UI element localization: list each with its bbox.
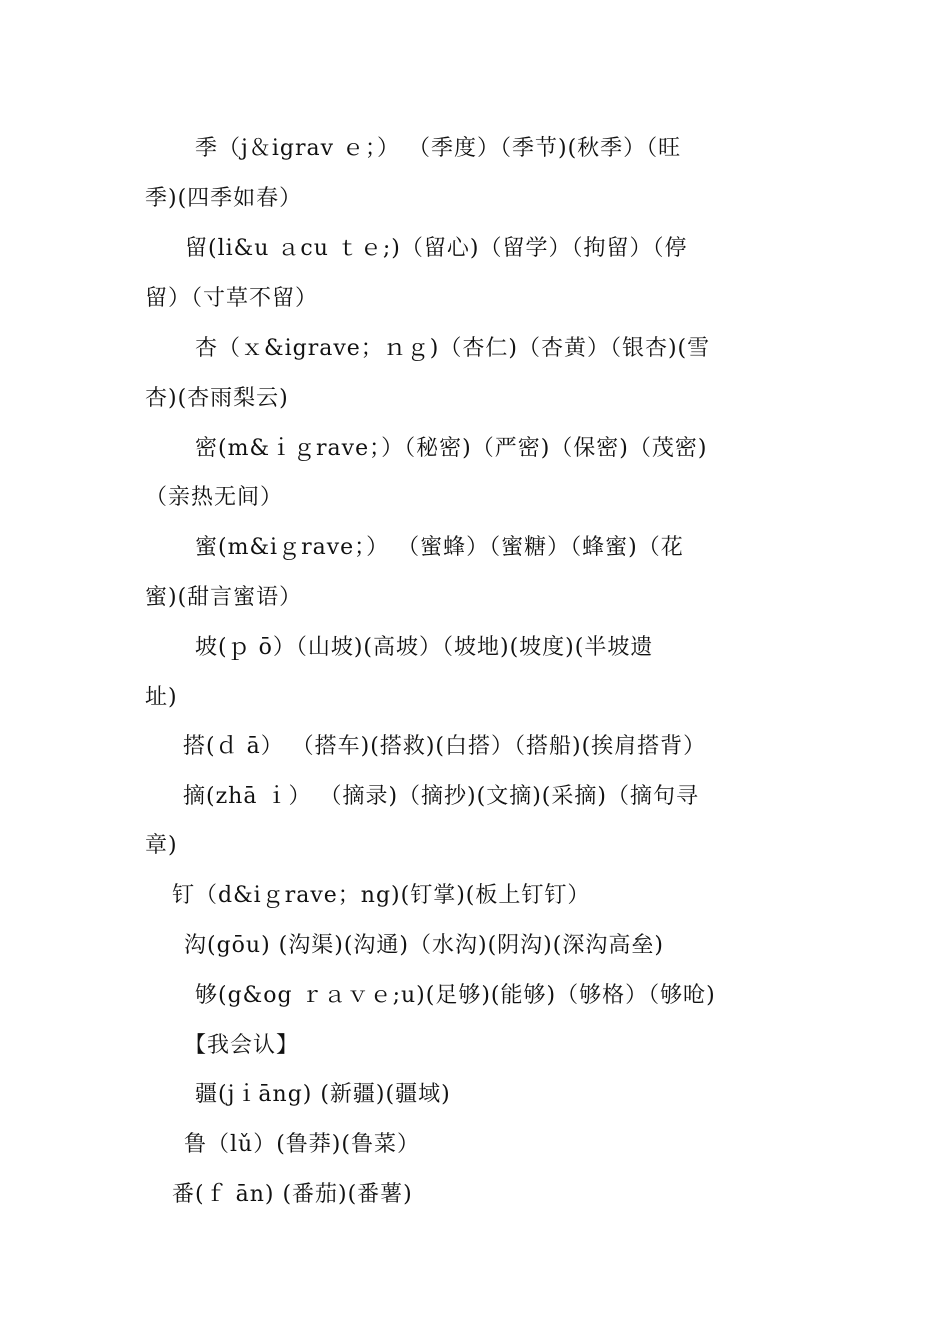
text-line-7: 密(m&ｉｇrave；）（秘密)（严密)（保密)（茂密) [195,436,708,461]
text-line-5: 杏（ｘ&igrave；ｎｇ)（杏仁)（杏黄）（银杏)(雪 [195,336,711,361]
text-line-13: 搭(ｄ ā） （搭车)(搭救)(白搭）（搭船)(挨肩搭背） [183,734,707,759]
text-line-8: （亲热无间） [145,485,284,510]
text-line-14: 摘(zhā ｉ） （摘录)（摘抄)(文摘)(采摘)（摘句寻 [183,784,699,809]
text-line-15: 章) [145,833,178,858]
text-line-17: 沟(gōu) (沟渠)(沟通)（水沟)(阴沟)(深沟高垒) [184,933,664,958]
text-line-1: 季（j＆igrav ｅ；） （季度）（季节)(秋季）（旺 [195,136,682,161]
text-line-12: 址) [145,685,178,710]
text-line-6: 杏)(杏雨梨云) [145,386,289,411]
text-line-22: 番(ｆ ān) (番茄)(番薯) [172,1182,413,1207]
text-line-9: 蜜(m&iｇrave；） （蜜蜂）（蜜糖）（蜂蜜)（花 [195,535,684,560]
text-line-11: 坡(ｐ ō）（山坡)(高坡）（坡地)(坡度)(半坡遗 [195,635,654,660]
text-line-10: 蜜)(甜言蜜语） [145,585,303,610]
text-line-18: 够(g&og ｒａｖｅ;u)(足够)(能够)（够格）（够呛) [195,983,716,1008]
text-line-4: 留）（寸草不留） [145,286,319,311]
text-line-16: 钉（d&iｇrave；ng)(钉掌)(板上钉钉） [172,883,591,908]
text-line-2: 季)(四季如春） [145,186,303,211]
section-heading: 【我会认】 [184,1033,300,1058]
text-line-20: 疆(jｉāng) (新疆)(疆域) [195,1082,451,1107]
text-line-21: 鲁（lǔ）(鲁莽)(鲁菜） [184,1132,420,1157]
text-line-3: 留(li&u ａcu ｔｅ;)（留心)（留学）（拘留）（停 [185,236,688,261]
